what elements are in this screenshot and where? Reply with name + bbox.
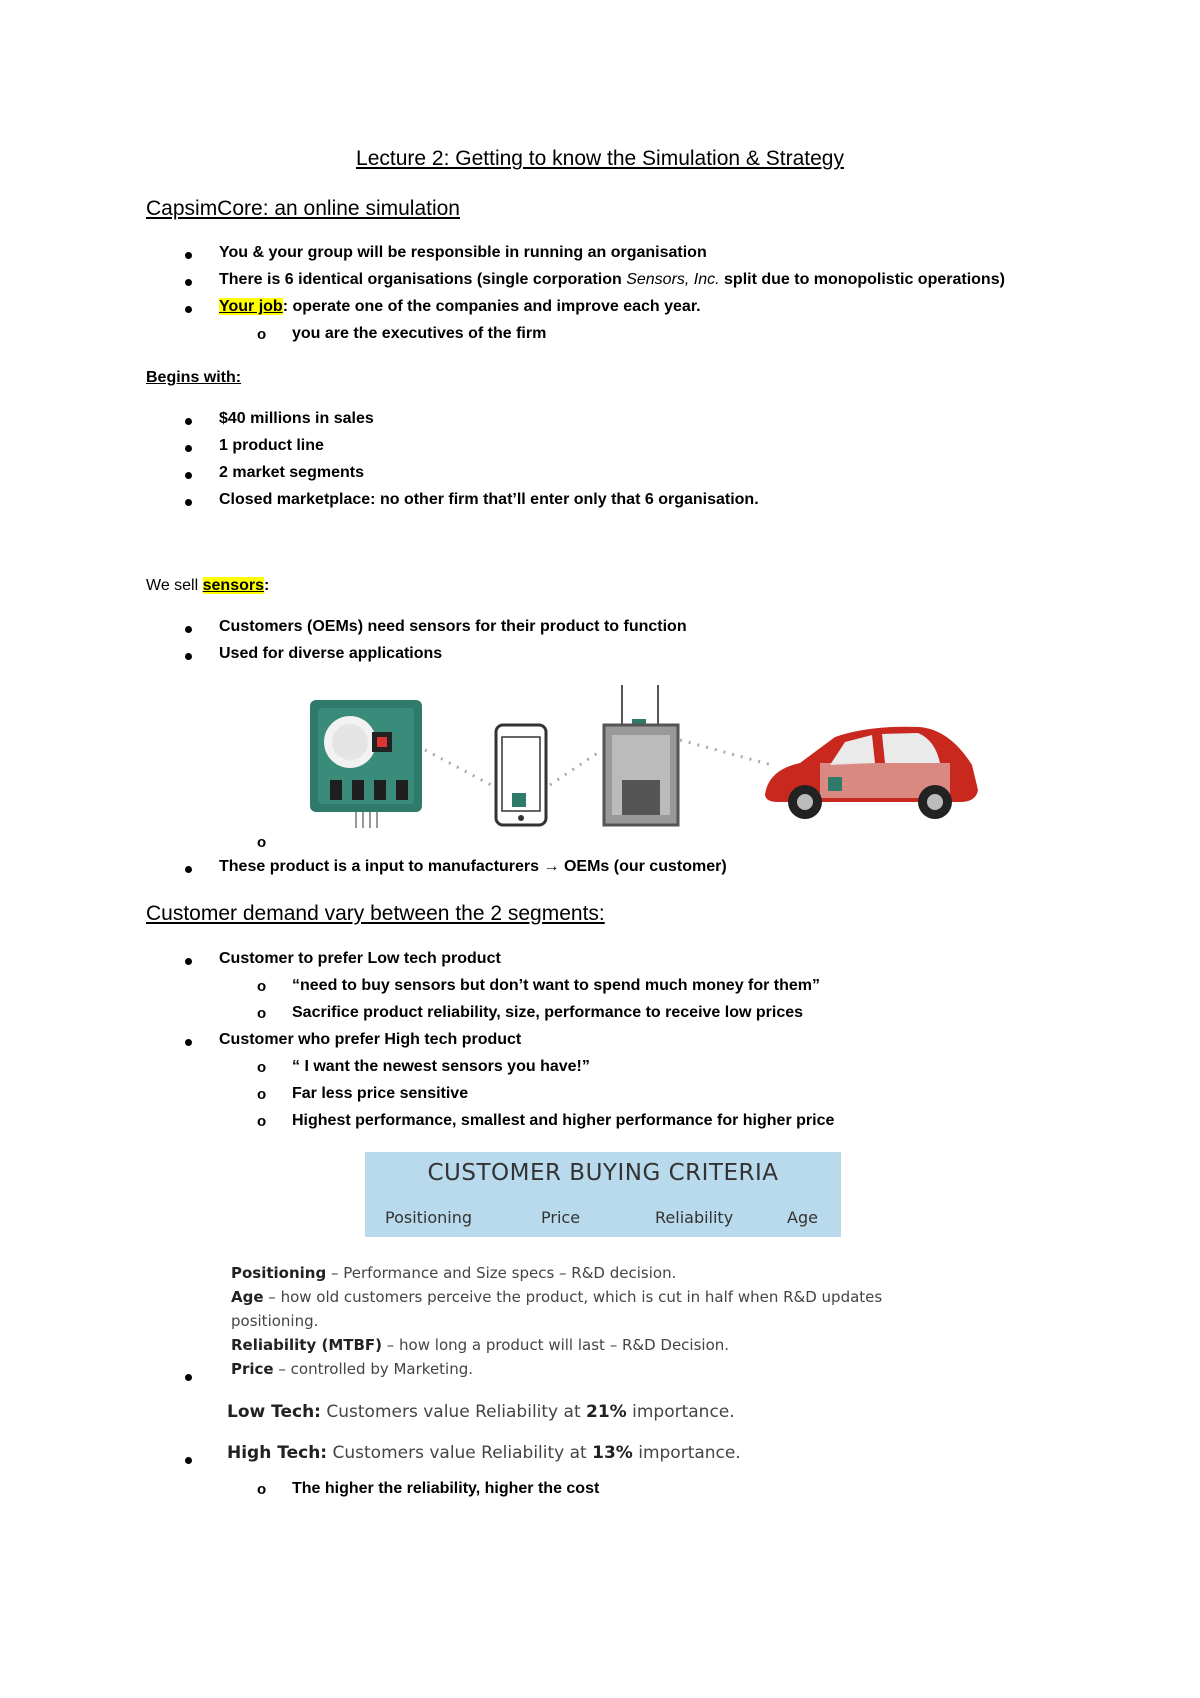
highlighted-label: Your job (219, 298, 283, 315)
sensor-applications-illustration (300, 685, 980, 835)
garage-door-icon (604, 685, 678, 825)
criteria-item: Reliability (655, 1208, 734, 1227)
bullet (185, 958, 192, 965)
low-tech-line: Low Tech: Customers value Reliability at 21% importance. (227, 1402, 735, 1422)
list-item: Far less price sensitive (292, 1085, 469, 1102)
bullet (185, 472, 192, 479)
list-item: Highest performance, smallest and higher performance for higher price (292, 1112, 835, 1129)
list-item: 1 product line (219, 437, 324, 454)
criteria-title: CUSTOMER BUYING CRITERIA (427, 1160, 779, 1186)
section-heading-demand: Customer demand vary between the 2 segments: (146, 902, 605, 925)
list-item: $40 millions in sales (219, 410, 374, 427)
list-item: Customer to prefer Low tech product (219, 950, 501, 967)
list-item: Sacrifice product reliability, size, performance to receive low prices (292, 1004, 804, 1021)
sub-bullet: o (257, 978, 267, 995)
list-item: you are the executives of the firm (292, 325, 547, 342)
buying-criteria-banner (365, 1152, 841, 1237)
sub-bullet: o (257, 1005, 267, 1022)
list-item: These product is a input to manufacturers → OEMs (our customer) (219, 858, 727, 875)
bullet (185, 653, 192, 660)
sub-bullet: o (257, 1481, 267, 1498)
bullet (185, 1457, 192, 1464)
definition-line: Price – controlled by Marketing. (231, 1360, 474, 1378)
definition-line: positioning. (231, 1312, 319, 1330)
criteria-item: Age (787, 1208, 818, 1227)
bullet (185, 306, 192, 313)
sub-bullet: o (257, 326, 267, 343)
list-item: 2 market segments (219, 464, 364, 481)
list-item: Customers (OEMs) need sensors for their product to function (219, 618, 687, 635)
bullet (185, 499, 192, 506)
sub-bullet: o (257, 834, 267, 851)
car-icon (765, 727, 978, 819)
bullet (185, 1374, 192, 1381)
list-item: Closed marketplace: no other firm that’ll enter only that 6 organisation. (219, 491, 759, 508)
arrow-icon: → (543, 858, 560, 875)
definition-line: Positioning – Performance and Size specs – R&D decision. (231, 1264, 677, 1282)
sub-bullet: o (257, 1059, 267, 1076)
list-item: You & your group will be responsible in running an organisation (219, 244, 707, 261)
bullet (185, 445, 192, 452)
criteria-item: Positioning (385, 1208, 473, 1227)
list-item: Customer who prefer High tech product (219, 1031, 522, 1048)
bullet (185, 1039, 192, 1046)
highlighted-sensors: sensors (202, 577, 264, 594)
section-heading-begins: Begins with: (146, 369, 242, 386)
page-title: Lecture 2: Getting to know the Simulation & Strategy (356, 147, 844, 170)
bullet (185, 252, 192, 259)
sub-bullet: o (257, 1113, 267, 1130)
bullet (185, 866, 192, 873)
list-item: “ I want the newest sensors you have!” (292, 1058, 590, 1075)
sensor-board-icon (310, 700, 422, 828)
definition-line: Age – how old customers perceive the product, which is cut in half when R&D updates (231, 1288, 883, 1306)
company-name: Sensors, Inc. (626, 271, 720, 288)
bullet (185, 279, 192, 286)
bullet (185, 418, 192, 425)
list-item: Used for diverse applications (219, 645, 443, 662)
high-tech-line: High Tech: Customers value Reliability at 13% importance. (227, 1443, 741, 1463)
list-item: The higher the reliability, higher the cost (292, 1480, 600, 1497)
definition-line: Reliability (MTBF) – how long a product will last – R&D Decision. (231, 1336, 730, 1354)
phone-icon (496, 725, 546, 825)
sensors-heading: We sell sensors: (146, 577, 270, 594)
list-item: Your job: operate one of the companies and improve each year. (219, 298, 701, 315)
criteria-item: Price (541, 1208, 581, 1227)
section-heading-capsimcore: CapsimCore: an online simulation (146, 197, 460, 220)
bullet (185, 626, 192, 633)
sub-bullet: o (257, 1086, 267, 1103)
list-item: There is 6 identical organisations (single corporation Sensors, Inc. split due to monopolistic operations) (219, 271, 1005, 288)
list-item: “need to buy sensors but don’t want to spend much money for them” (292, 977, 821, 994)
